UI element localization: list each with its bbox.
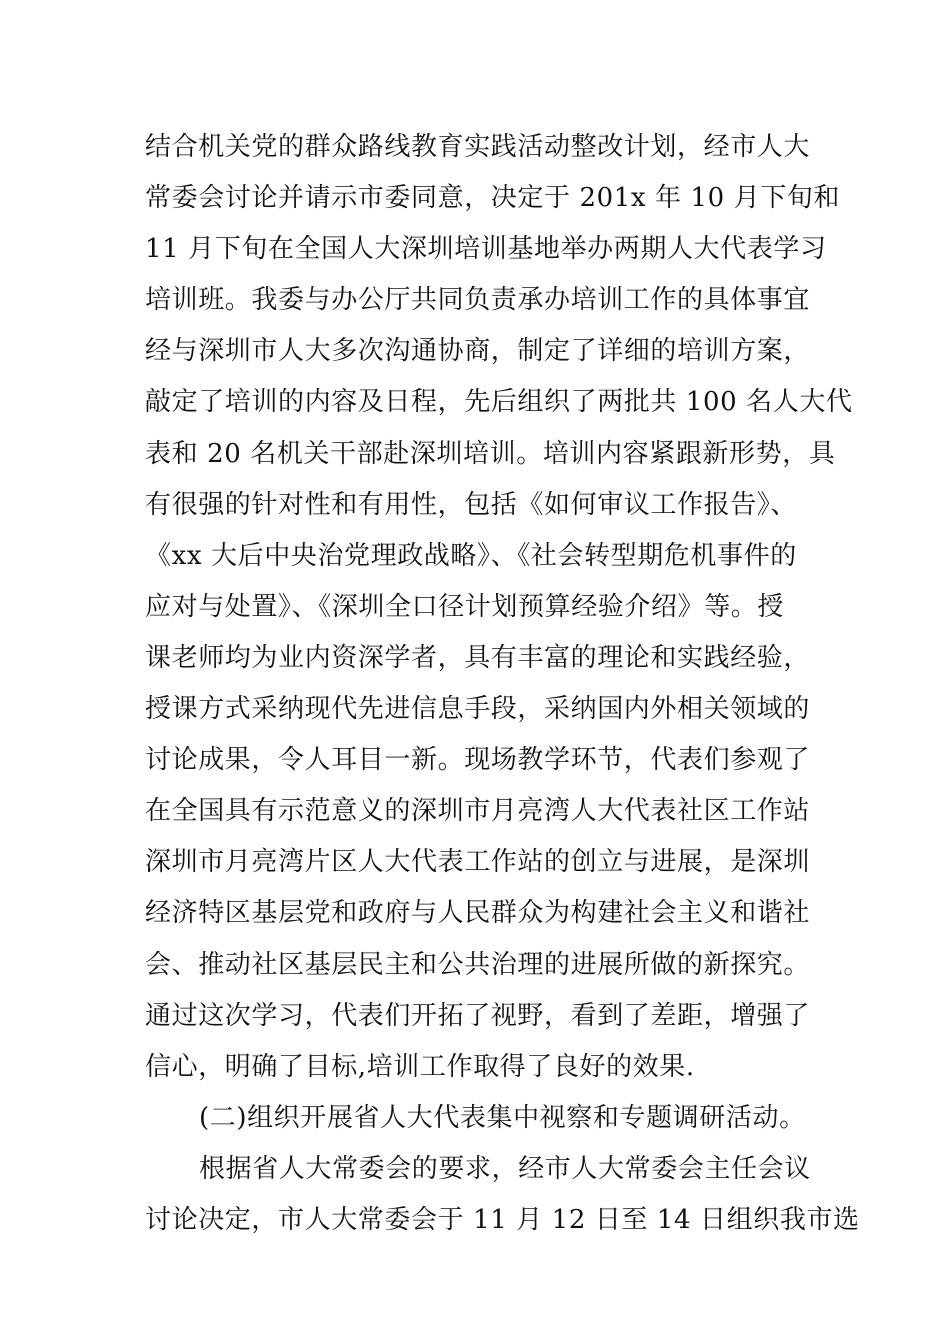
text-line: 敲定了培训的内容及日程，先后组织了两批共 100 名人大代: [145, 387, 853, 418]
text-line: 有很强的针对性和有用性，包括《如何审议工作报告》、: [145, 489, 798, 520]
text-line: 深圳市月亮湾片区人大代表工作站的创立与进展，是深圳: [145, 847, 811, 878]
document-body: [145, 122, 860, 1246]
text-line: 课老师均为业内资深学者，具有丰富的理论和实践经验，: [145, 642, 811, 673]
text-line: 《xx 大后中央治党理政战略》、《社会转型期危机事件的: [145, 540, 797, 571]
text-line: 授课方式采纳现代先进信息手段，采纳国内外相关领域的: [145, 694, 811, 725]
text-line: 通过这次学习，代表们开拓了视野，看到了差距，增强了: [145, 1000, 811, 1031]
text-line: 结合机关党的群众路线教育实践活动整改计划，经市人大: [145, 132, 811, 162]
text-line: 在全国具有示范意义的深圳市月亮湾人大代表社区工作站: [145, 796, 811, 827]
text-line: 经济特区基层党和政府与人民群众为构建社会主义和谐社: [145, 898, 811, 929]
paragraph-first-line: 根据省人大常委会的要求，经市人大常委会主任会议: [199, 1153, 811, 1184]
section-heading: (二)组织开展省人大代表集中视察和专题调研活动。: [199, 1102, 806, 1133]
text-line: 表和 20 名机关干部赴深圳培训。培训内容紧跟新形势，具: [145, 438, 836, 469]
text-line: 讨论成果，令人耳目一新。现场教学环节，代表们参观了: [145, 745, 811, 776]
text-line: 11 月下旬在全国人大深圳培训基地举办两期人大代表学习: [145, 234, 827, 265]
text-line: 应对与处置》、《深圳全口径计划预算经验介绍》等。授: [145, 591, 785, 622]
text-line: 信心，明确了目标,培训工作取得了良好的效果.: [145, 1051, 695, 1082]
text-line: 常委会讨论并请示市委同意，决定于 201x 年 10 月下旬和: [145, 183, 841, 214]
text-line: 培训班。我委与办公厅共同负责承办培训工作的具体事宜: [145, 285, 811, 316]
text-line: 经与深圳市人大多次沟通协商，制定了详细的培训方案，: [145, 336, 811, 367]
text-line: 讨论决定，市人大常委会于 11 月 12 日至 14 日组织我市选: [145, 1204, 860, 1235]
text-line: 会、推动社区基层民主和公共治理的进展所做的新探究。: [145, 949, 811, 980]
